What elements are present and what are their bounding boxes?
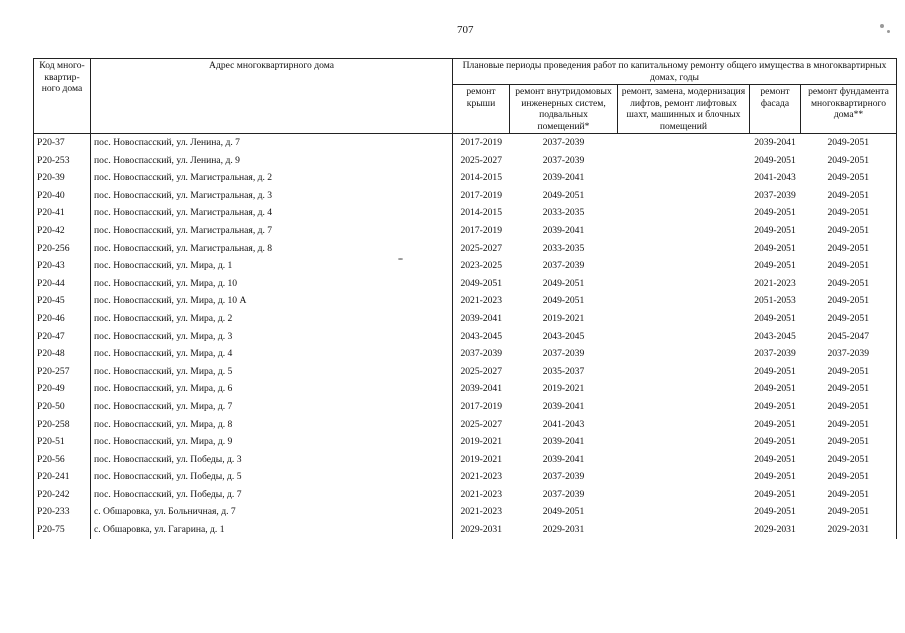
table-header	[34, 59, 897, 134]
cell-facade: 2049-2051	[754, 418, 796, 430]
cell-roof: 2025-2027	[460, 418, 503, 430]
table-row	[34, 451, 897, 469]
cell-foundation: 2049-2051	[801, 433, 897, 451]
cell-facade: 2037-2039	[754, 348, 796, 360]
cell-systems: 2049-2051	[542, 277, 585, 289]
cell-systems: 2019-2021	[542, 383, 585, 395]
cell-elevators	[618, 503, 750, 521]
scan-speck	[880, 24, 884, 28]
cell-systems: 2049-2051	[542, 295, 585, 307]
cell-address: пос. Новоспасский, ул. Ленина, д. 9	[91, 152, 453, 170]
cell-code: Р20-241	[34, 468, 91, 486]
cell-roof: 2021-2023	[460, 488, 503, 500]
cell-code: Р20-45	[34, 292, 91, 310]
cell-foundation: 2049-2051	[801, 292, 897, 310]
cell-address: пос. Новоспасский, ул. Мира, д. 7	[91, 398, 453, 416]
capital-repair-table	[33, 58, 897, 539]
table-row	[34, 468, 897, 486]
cell-roof: 2014-2015	[460, 172, 503, 184]
table-row	[34, 222, 897, 240]
header-code: Код много-квартир-ного дома	[34, 59, 91, 134]
cell-roof: 2043-2045	[460, 330, 503, 342]
cell-facade: 2049-2051	[754, 488, 796, 500]
cell-code: Р20-43	[34, 257, 91, 275]
table-row	[34, 416, 897, 434]
table-row	[34, 240, 897, 258]
cell-address: пос. Новоспасский, ул. Ленина, д. 7	[91, 134, 453, 152]
table-row	[34, 486, 897, 504]
cell-elevators	[618, 416, 750, 434]
cell-elevators	[618, 222, 750, 240]
cell-elevators	[618, 486, 750, 504]
table-row	[34, 521, 897, 539]
cell-code: Р20-48	[34, 345, 91, 363]
cell-facade: 2051-2053	[754, 295, 796, 307]
table-row	[34, 152, 897, 170]
cell-foundation: 2049-2051	[801, 134, 897, 152]
cell-address: пос. Новоспасский, ул. Магистральная, д. 2	[91, 169, 453, 187]
cell-roof: 2039-2041	[460, 312, 503, 324]
cell-systems: 2037-2039	[542, 471, 585, 483]
table-row	[34, 503, 897, 521]
cell-foundation: 2049-2051	[801, 275, 897, 293]
cell-roof: 2017-2019	[460, 224, 503, 236]
cell-facade: 2049-2051	[754, 365, 796, 377]
cell-code: Р20-253	[34, 152, 91, 170]
cell-code: Р20-233	[34, 503, 91, 521]
cell-address: пос. Новоспасский, ул. Мира, д. 5	[91, 363, 453, 381]
cell-roof: 2019-2021	[460, 436, 503, 448]
cell-address: пос. Новоспасский, ул. Мира, д. 9	[91, 433, 453, 451]
table-row	[34, 275, 897, 293]
cell-systems: 2033-2035	[542, 242, 585, 254]
cell-facade: 2049-2051	[754, 242, 796, 254]
cell-roof: 2021-2023	[460, 471, 503, 483]
cell-code: Р20-47	[34, 328, 91, 346]
table-row	[34, 398, 897, 416]
cell-facade: 2037-2039	[754, 189, 796, 201]
cell-systems: 2035-2037	[542, 365, 585, 377]
cell-address: пос. Новоспасский, ул. Мира, д. 4	[91, 345, 453, 363]
header-periods: Плановые периоды проведения работ по капитальному ремонту общего имущества в многоквартирных домах, годы	[453, 59, 897, 85]
table-row	[34, 257, 897, 275]
cell-code: Р20-39	[34, 169, 91, 187]
cell-elevators	[618, 257, 750, 275]
cell-facade: 2049-2051	[754, 224, 796, 236]
cell-foundation: 2049-2051	[801, 363, 897, 381]
table-row	[34, 328, 897, 346]
cell-elevators	[618, 275, 750, 293]
cell-roof: 2025-2027	[460, 242, 503, 254]
cell-code: Р20-242	[34, 486, 91, 504]
cell-systems: 2037-2039	[542, 488, 585, 500]
cell-address: пос. Новоспасский, ул. Мира, д. 3	[91, 328, 453, 346]
cell-code: Р20-40	[34, 187, 91, 205]
cell-systems: 2029-2031	[542, 524, 585, 536]
page-number: 707	[457, 24, 474, 36]
cell-foundation: 2049-2051	[801, 240, 897, 258]
cell-foundation: 2049-2051	[801, 204, 897, 222]
table-row	[34, 345, 897, 363]
cell-systems: 2041-2043	[542, 418, 585, 430]
cell-systems: 2019-2021	[542, 312, 585, 324]
table-row	[34, 363, 897, 381]
cell-elevators	[618, 240, 750, 258]
table-row	[34, 169, 897, 187]
cell-systems: 2033-2035	[542, 207, 585, 219]
cell-roof: 2021-2023	[460, 506, 503, 518]
cell-facade: 2049-2051	[754, 453, 796, 465]
cell-code: Р20-56	[34, 451, 91, 469]
cell-roof: 2017-2019	[460, 189, 503, 201]
cell-foundation: 2049-2051	[801, 398, 897, 416]
cell-facade: 2021-2023	[754, 277, 796, 289]
cell-elevators	[618, 398, 750, 416]
cell-facade: 2049-2051	[754, 383, 796, 395]
cell-code: Р20-50	[34, 398, 91, 416]
cell-roof: 2039-2041	[460, 383, 503, 395]
cell-roof: 2017-2019	[460, 400, 503, 412]
cell-elevators	[618, 433, 750, 451]
cell-systems: 2049-2051	[542, 189, 585, 201]
cell-systems: 2049-2051	[542, 506, 585, 518]
cell-systems: 2039-2041	[542, 172, 585, 184]
cell-elevators	[618, 169, 750, 187]
header-roof: ремонт крыши	[453, 85, 510, 134]
cell-code: Р20-49	[34, 380, 91, 398]
cell-address: пос. Новоспасский, ул. Мира, д. 6	[91, 380, 453, 398]
cell-code: Р20-257	[34, 363, 91, 381]
cell-elevators	[618, 204, 750, 222]
cell-facade: 2049-2051	[754, 400, 796, 412]
cell-systems: 2043-2045	[542, 330, 585, 342]
cell-roof: 2025-2027	[460, 365, 503, 377]
table-body	[34, 134, 897, 539]
cell-foundation: 2049-2051	[801, 310, 897, 328]
cell-address: пос. Новоспасский, ул. Мира, д. 10	[91, 275, 453, 293]
cell-roof: 2019-2021	[460, 453, 503, 465]
cell-elevators	[618, 292, 750, 310]
cell-elevators	[618, 363, 750, 381]
table-row	[34, 134, 897, 152]
cell-code: Р20-51	[34, 433, 91, 451]
cell-foundation: 2049-2051	[801, 451, 897, 469]
cell-code: Р20-41	[34, 204, 91, 222]
cell-code: Р20-37	[34, 134, 91, 152]
cell-systems: 2039-2041	[542, 400, 585, 412]
cell-facade: 2049-2051	[754, 312, 796, 324]
cell-elevators	[618, 521, 750, 539]
cell-address: пос. Новоспасский, ул. Мира, д. 1	[91, 257, 453, 275]
table-row	[34, 187, 897, 205]
scan-speck	[887, 30, 890, 33]
cell-facade: 2043-2045	[754, 330, 796, 342]
cell-roof: 2049-2051	[460, 277, 503, 289]
cell-address: пос. Новоспасский, ул. Мира, д. 8	[91, 416, 453, 434]
cell-facade: 2049-2051	[754, 436, 796, 448]
cell-elevators	[618, 328, 750, 346]
cell-elevators	[618, 380, 750, 398]
cell-address: с. Обшаровка, ул. Больничная, д. 7	[91, 503, 453, 521]
cell-address: пос. Новоспасский, ул. Победы, д. 5	[91, 468, 453, 486]
cell-code: Р20-256	[34, 240, 91, 258]
cell-systems: 2039-2041	[542, 453, 585, 465]
cell-address: пос. Новоспасский, ул. Победы, д. 3	[91, 451, 453, 469]
cell-foundation: 2049-2051	[801, 222, 897, 240]
cell-systems: 2039-2041	[542, 224, 585, 236]
cell-roof: 2029-2031	[460, 524, 503, 536]
cell-foundation: 2049-2051	[801, 257, 897, 275]
cell-foundation: 2049-2051	[801, 468, 897, 486]
cell-roof: 2023-2025	[460, 260, 503, 272]
cell-foundation: 2049-2051	[801, 187, 897, 205]
cell-foundation: 2045-2047	[801, 328, 897, 346]
cell-address: с. Обшаровка, ул. Гагарина, д. 1	[91, 521, 453, 539]
cell-foundation: 2029-2031	[801, 521, 897, 539]
table-row	[34, 204, 897, 222]
cell-address: пос. Новоспасский, ул. Магистральная, д. 4	[91, 204, 453, 222]
header-facade: ремонт фасада	[750, 85, 801, 134]
cell-roof: 2021-2023	[460, 295, 503, 307]
cell-address: пос. Новоспасский, ул. Магистральная, д. 7	[91, 222, 453, 240]
cell-facade: 2049-2051	[754, 260, 796, 272]
cell-elevators	[618, 152, 750, 170]
cell-code: Р20-44	[34, 275, 91, 293]
cell-foundation: 2049-2051	[801, 486, 897, 504]
header-address: Адрес многоквартирного дома	[91, 59, 453, 134]
cell-systems: 2037-2039	[542, 154, 585, 166]
cell-address: пос. Новоспасский, ул. Победы, д. 7	[91, 486, 453, 504]
table-row	[34, 292, 897, 310]
header-foundation: ремонт фундамента многоквартирного дома**	[801, 85, 897, 134]
cell-facade: 2049-2051	[754, 506, 796, 518]
cell-code: Р20-46	[34, 310, 91, 328]
cell-code: Р20-75	[34, 521, 91, 539]
table-row	[34, 310, 897, 328]
cell-address: пос. Новоспасский, ул. Мира, д. 10 А	[91, 292, 453, 310]
cell-code: Р20-258	[34, 416, 91, 434]
cell-foundation: 2049-2051	[801, 380, 897, 398]
cell-foundation: 2049-2051	[801, 169, 897, 187]
cell-roof: 2025-2027	[460, 154, 503, 166]
cell-roof: 2014-2015	[460, 207, 503, 219]
cell-foundation: 2049-2051	[801, 152, 897, 170]
cell-elevators	[618, 451, 750, 469]
cell-foundation: 2049-2051	[801, 503, 897, 521]
cell-facade: 2039-2041	[754, 137, 796, 148]
cell-facade: 2029-2031	[754, 524, 796, 536]
cell-facade: 2041-2043	[754, 172, 796, 184]
cell-systems: 2037-2039	[542, 260, 585, 272]
cell-roof: 2037-2039	[460, 348, 503, 360]
cell-systems: 2037-2039	[542, 348, 585, 360]
cell-elevators	[618, 468, 750, 486]
table-row	[34, 433, 897, 451]
cell-address: пос. Новоспасский, ул. Магистральная, д. 8	[91, 240, 453, 258]
cell-systems: 2037-2039	[542, 137, 585, 148]
cell-foundation: 2037-2039	[801, 345, 897, 363]
cell-facade: 2049-2051	[754, 471, 796, 483]
header-systems: ремонт внутридомовых инженерных систем, подвальных помещений*	[510, 85, 618, 134]
header-elevators: ремонт, замена, модернизация лифтов, ремонт лифтовых шахт, машинных и блочных помещений	[618, 85, 750, 134]
cell-roof: 2017-2019	[460, 137, 503, 148]
cell-systems: 2039-2041	[542, 436, 585, 448]
cell-facade: 2049-2051	[754, 207, 796, 219]
cell-elevators	[618, 134, 750, 152]
cell-elevators	[618, 187, 750, 205]
table-row	[34, 380, 897, 398]
cell-foundation: 2049-2051	[801, 416, 897, 434]
cell-address: пос. Новоспасский, ул. Магистральная, д. 3	[91, 187, 453, 205]
cell-facade: 2049-2051	[754, 154, 796, 166]
cell-elevators	[618, 310, 750, 328]
cell-address: пос. Новоспасский, ул. Мира, д. 2	[91, 310, 453, 328]
cell-code: Р20-42	[34, 222, 91, 240]
cell-elevators	[618, 345, 750, 363]
